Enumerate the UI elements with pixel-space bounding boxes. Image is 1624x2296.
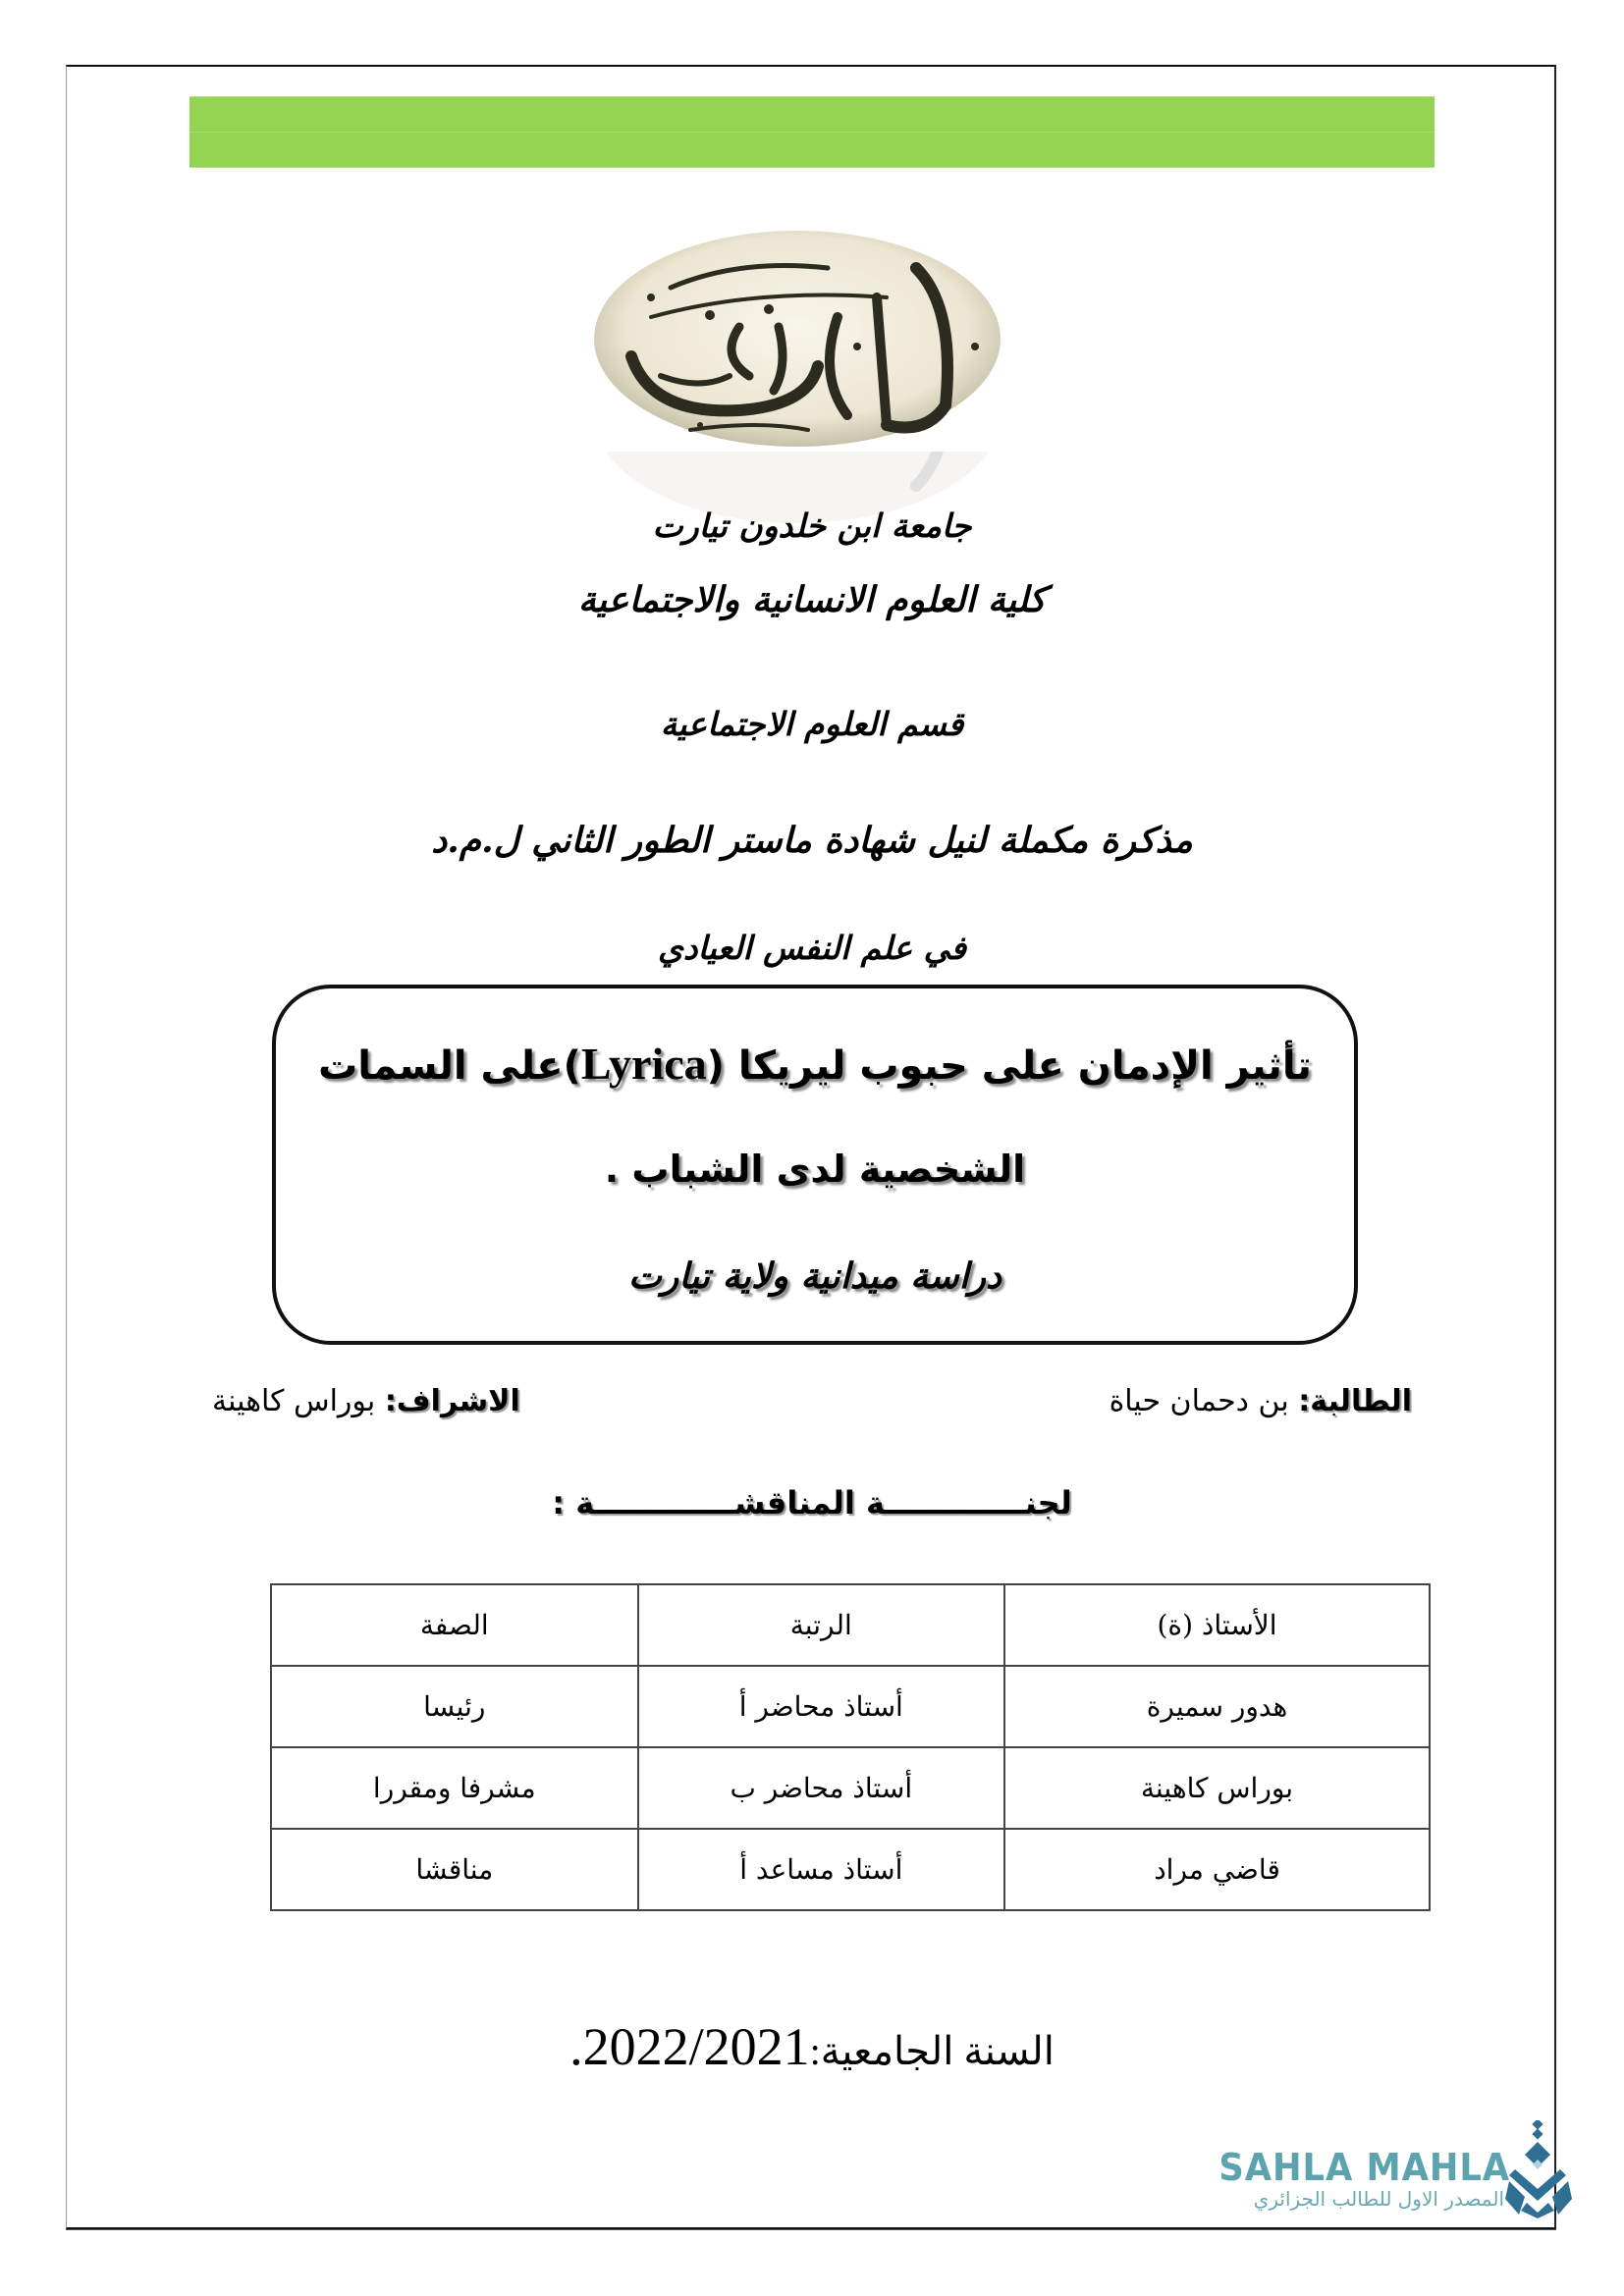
watermark-brand: SAHLA MAHLA: [1218, 2146, 1510, 2189]
professor-name: بوراس كاهينة: [1004, 1747, 1430, 1829]
supervisor-info: [212, 1384, 520, 1418]
table-row: [271, 1829, 1430, 1910]
student-info: [1110, 1384, 1412, 1418]
faculty-name: كلية العلوم الانسانية والاجتماعية: [577, 579, 1047, 620]
academic-year-value: 2022/2021.: [569, 2017, 810, 2076]
thesis-title-line-1: [276, 1038, 1354, 1090]
professor-role: رئيسا: [271, 1666, 638, 1747]
degree-statement: مذكرة مكملة لنيل شهادة ماستر الطور الثاني ل.م.د: [431, 820, 1193, 861]
title-part-after: )على السمات: [318, 1043, 581, 1089]
department-name: قسم العلوم الاجتماعية: [660, 705, 964, 743]
column-header-rank: الرتبة: [638, 1584, 1005, 1666]
committee-table: [270, 1583, 1431, 1911]
sahla-mahla-logo-icon: [1505, 2120, 1572, 2218]
university-name: جامعة ابن خلدون تيارت: [652, 507, 972, 545]
thesis-title-line-2: الشخصية لدى الشباب .: [604, 1148, 1026, 1191]
committee-heading: لجنـــــــــــــة المناقشـــــــــــــة :: [552, 1484, 1072, 1522]
professor-rank: أستاذ محاضر أ: [638, 1666, 1005, 1747]
header-accent-bar: [189, 96, 1435, 168]
title-part-before: تأثير الإدمان على حبوب ليريكا (: [706, 1043, 1312, 1089]
title-latin-term: Lyrica: [580, 1039, 707, 1089]
student-name: بن دحمان حياة: [1109, 1384, 1289, 1418]
table-header-row: [271, 1584, 1430, 1666]
specialty: في علم النفس العيادي: [658, 929, 966, 967]
accent-bar-seam: [189, 132, 1435, 133]
professor-rank: أستاذ مساعد أ: [638, 1829, 1005, 1910]
academic-year-label: السنة الجامعية:: [809, 2029, 1055, 2073]
supervisor-name: بوراس كاهينة: [212, 1384, 376, 1418]
watermark-tagline: المصدر الاول للطالب الجزائري: [1253, 2187, 1504, 2211]
student-label: الطالبة:: [1298, 1384, 1412, 1418]
professor-name: قاضي مراد: [1004, 1829, 1430, 1910]
professor-role: مناقشا: [271, 1829, 638, 1910]
calligraphy-emblem-icon: [592, 229, 1002, 449]
academic-year: [0, 2016, 1624, 2077]
column-header-role: الصفة: [271, 1584, 638, 1666]
sahla-mahla-watermark: [1129, 2146, 1512, 2215]
professor-rank: أستاذ محاضر ب: [638, 1747, 1005, 1829]
professor-role: مشرفا ومقررا: [271, 1747, 638, 1829]
professor-name: هدور سميرة: [1004, 1666, 1430, 1747]
column-header-professor: الأستاذ (ة): [1004, 1584, 1430, 1666]
table-row: [271, 1666, 1430, 1747]
thesis-title-box: [272, 985, 1358, 1345]
university-logo: [592, 229, 1002, 449]
table-row: [271, 1747, 1430, 1829]
thesis-subtitle: دراسة ميدانية ولاية تيارت: [627, 1255, 1002, 1297]
supervisor-label: الاشراف:: [384, 1384, 520, 1418]
